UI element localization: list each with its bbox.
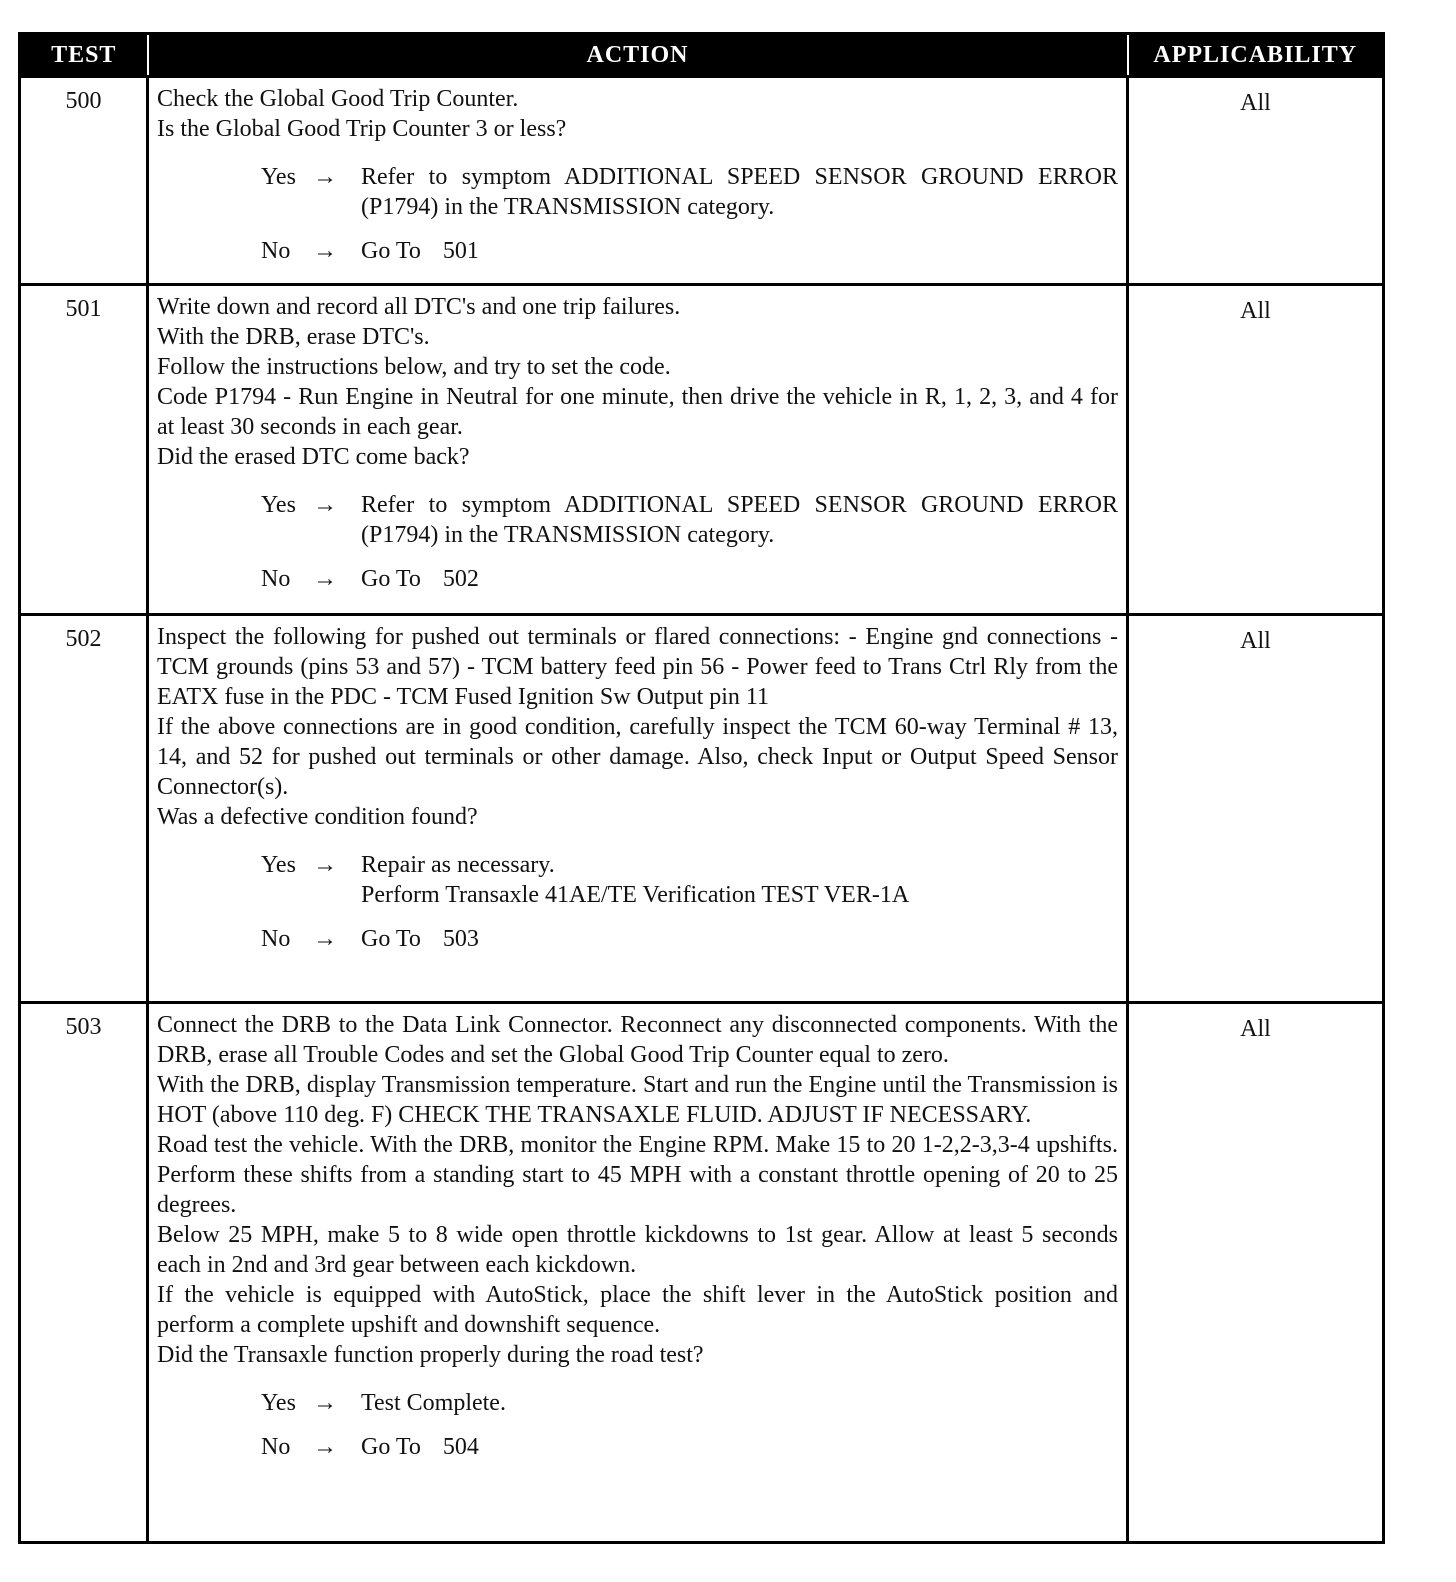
yes-result xyxy=(361,490,1118,550)
instruction-line: Check the Global Good Trip Counter. xyxy=(157,86,519,112)
no-result xyxy=(361,564,1118,594)
instruction-line: Was a defective condition found? xyxy=(157,804,478,830)
action-instructions xyxy=(157,1010,1118,1370)
applicability-value: All xyxy=(1128,1003,1384,1543)
header-action: ACTION xyxy=(148,34,1128,77)
test-number: 503 xyxy=(20,1003,148,1543)
go-to-label: Go To xyxy=(361,926,421,952)
no-label: No xyxy=(261,566,291,592)
action-cell xyxy=(148,285,1128,615)
yes-result xyxy=(361,162,1118,222)
no-label: No xyxy=(261,238,291,264)
table-row xyxy=(20,285,1384,615)
yes-branch xyxy=(261,162,1118,222)
instruction-line: If the above connections are in good condition, carefully inspect the TCM 60-way Terminal # 13, 14, and 52 for pushed out terminals or other damage. Also, check Input or Output Speed Sensor Connector(s). xyxy=(157,714,1118,800)
header-test: TEST xyxy=(20,34,148,77)
no-result xyxy=(361,1432,1118,1462)
table-body xyxy=(20,77,1384,1543)
go-to-test-number: 501 xyxy=(442,238,479,264)
right-arrow-icon: → xyxy=(313,238,337,264)
instruction-line: Code P1794 - Run Engine in Neutral for one minute, then drive the vehicle in R, 1, 2, 3, and 4 for at least 30 seconds in each gear. xyxy=(157,384,1118,440)
diagnostic-test-table xyxy=(18,32,1385,1544)
action-instructions xyxy=(157,84,1118,144)
go-to-label: Go To xyxy=(361,1434,421,1460)
table-row xyxy=(20,1003,1384,1543)
test-number: 500 xyxy=(20,77,148,285)
table-header-row xyxy=(20,34,1384,77)
no-branch xyxy=(261,1432,1118,1462)
yes-result xyxy=(361,1388,1118,1418)
test-number: 501 xyxy=(20,285,148,615)
answer-options xyxy=(261,490,1118,594)
right-arrow-icon: → xyxy=(313,492,337,518)
header-applicability: APPLICABILITY xyxy=(1128,34,1384,77)
right-arrow-icon: → xyxy=(313,926,337,952)
table-row xyxy=(20,77,1384,285)
applicability-value: All xyxy=(1128,615,1384,1003)
go-to-label: Go To xyxy=(361,238,421,264)
no-branch xyxy=(261,924,1118,954)
yes-branch xyxy=(261,850,1118,910)
right-arrow-icon: → xyxy=(313,566,337,592)
applicability-value: All xyxy=(1128,285,1384,615)
answer-options xyxy=(261,1388,1118,1462)
instruction-line: Road test the vehicle. With the DRB, monitor the Engine RPM. Make 15 to 20 1-2,2-3,3-4 upshifts. Perform these shifts from a standing start to 45 MPH with a constant throttle opening of 20 to 25 degrees. xyxy=(157,1132,1118,1218)
yes-result-line: Perform Transaxle 41AE/TE Verification TEST VER-1A xyxy=(361,882,910,908)
no-branch xyxy=(261,236,1118,266)
right-arrow-icon: → xyxy=(313,1390,337,1416)
go-to-test-number: 503 xyxy=(442,926,479,952)
yes-label: Yes xyxy=(261,164,296,190)
instruction-line: Did the Transaxle function properly during the road test? xyxy=(157,1342,704,1368)
no-label: No xyxy=(261,1434,291,1460)
yes-label: Yes xyxy=(261,1390,296,1416)
action-cell xyxy=(148,1003,1128,1543)
instruction-line: If the vehicle is equipped with AutoStick, place the shift lever in the AutoStick position and perform a complete upshift and downshift sequence. xyxy=(157,1282,1118,1338)
yes-result-line: Repair as necessary. xyxy=(361,852,555,878)
yes-label: Yes xyxy=(261,492,296,518)
go-to-test-number: 502 xyxy=(442,566,479,592)
yes-result xyxy=(361,850,1118,910)
instruction-line: Inspect the following for pushed out terminals or flared connections: - Engine gnd connections - TCM grounds (pins 53 and 57) - TCM battery feed pin 56 - Power feed to Trans Ctrl Rly from the EATX fuse in the PDC - TCM Fused Ignition Sw Output pin 11 xyxy=(157,624,1118,710)
yes-label: Yes xyxy=(261,852,296,878)
yes-result-line: Refer to symptom ADDITIONAL SPEED SENSOR GROUND ERROR (P1794) in the TRANSMISSION category. xyxy=(361,164,1118,220)
instruction-line: With the DRB, erase DTC's. xyxy=(157,324,430,350)
right-arrow-icon: → xyxy=(313,1434,337,1460)
action-instructions xyxy=(157,292,1118,472)
no-branch xyxy=(261,564,1118,594)
action-cell xyxy=(148,77,1128,285)
no-result xyxy=(361,236,1118,266)
instruction-line: Write down and record all DTC's and one trip failures. xyxy=(157,294,681,320)
go-to-label: Go To xyxy=(361,566,421,592)
action-cell xyxy=(148,615,1128,1003)
no-result xyxy=(361,924,1118,954)
instruction-line: Below 25 MPH, make 5 to 8 wide open throttle kickdowns to 1st gear. Allow at least 5 seconds each in 2nd and 3rd gear between each kickdown. xyxy=(157,1222,1118,1278)
instruction-line: With the DRB, display Transmission temperature. Start and run the Engine until the Transmission is HOT (above 110 deg. F) CHECK THE TRANSAXLE FLUID. ADJUST IF NECESSARY. xyxy=(157,1072,1118,1128)
instruction-line: Connect the DRB to the Data Link Connector. Reconnect any disconnected components. With the DRB, erase all Trouble Codes and set the Global Good Trip Counter equal to zero. xyxy=(157,1012,1118,1068)
right-arrow-icon: → xyxy=(313,164,337,190)
answer-options xyxy=(261,850,1118,954)
instruction-line: Follow the instructions below, and try to set the code. xyxy=(157,354,671,380)
yes-branch xyxy=(261,490,1118,550)
action-instructions xyxy=(157,622,1118,832)
instruction-line: Is the Global Good Trip Counter 3 or less? xyxy=(157,116,567,142)
yes-result-line: Refer to symptom ADDITIONAL SPEED SENSOR GROUND ERROR (P1794) in the TRANSMISSION category. xyxy=(361,492,1118,548)
no-label: No xyxy=(261,926,291,952)
go-to-test-number: 504 xyxy=(442,1434,479,1460)
table-row xyxy=(20,615,1384,1003)
yes-result-line: Test Complete. xyxy=(361,1390,506,1416)
applicability-value: All xyxy=(1128,77,1384,285)
right-arrow-icon: → xyxy=(313,852,337,878)
instruction-line: Did the erased DTC come back? xyxy=(157,444,470,470)
answer-options xyxy=(261,162,1118,266)
yes-branch xyxy=(261,1388,1118,1418)
test-number: 502 xyxy=(20,615,148,1003)
